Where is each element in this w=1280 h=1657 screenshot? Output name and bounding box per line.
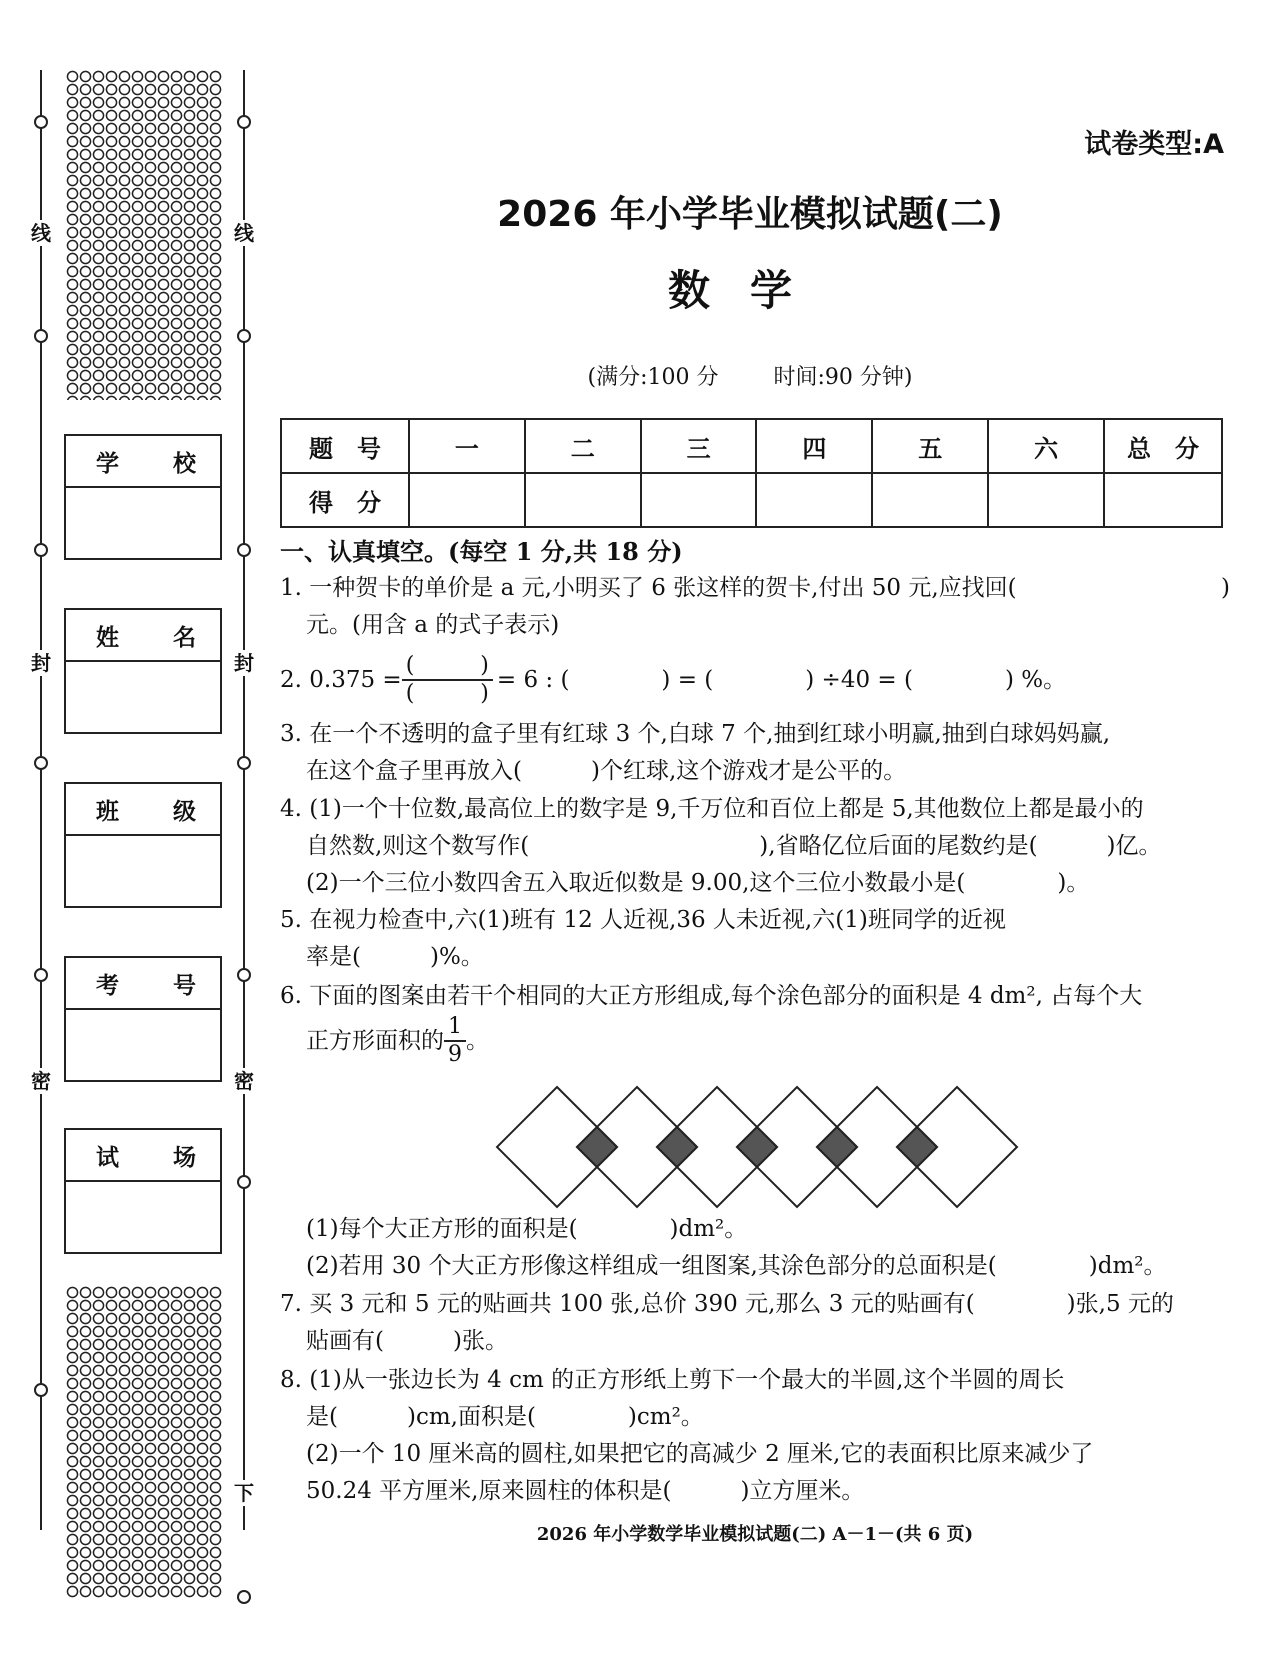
dot-pattern-top (66, 70, 222, 400)
dot-pattern-bottom (66, 1286, 222, 1598)
exam-meta (280, 360, 1220, 391)
score-header-cell: 四 (756, 419, 872, 473)
binding-hole (34, 968, 48, 982)
question-text: (2)一个 10 厘米高的圆柱,如果把它的高减少 2 厘米,它的表面积比原来减少了 (306, 1441, 1094, 1467)
question-4 (280, 791, 1230, 902)
question-text: 1. 一种贺卡的单价是 a 元,小明买了 6 张这样的贺卡,付出 50 元,应找回( (280, 575, 1017, 601)
question-text: 6. 下面的图案由若干个相同的大正方形组成,每个涂色部分的面积是 4 dm², 占每个大 (280, 983, 1143, 1009)
score-header-cell: 五 (872, 419, 988, 473)
fraction-numerator: 1 (444, 1014, 466, 1042)
question-text: = 6 : ( ) = ( ) ÷40 = ( ) %。 (496, 666, 1067, 693)
score-cell[interactable] (641, 473, 757, 527)
shaded-square (897, 1127, 937, 1167)
binding-line-left (40, 70, 42, 1530)
binding-char: 线 (231, 220, 257, 246)
question-text: 8. (1)从一张边长为 4 cm 的正方形纸上剪下一个最大的半圆,这个半圆的周长 (280, 1367, 1065, 1393)
score-table-score-row (281, 473, 1222, 527)
score-header-cell: 二 (525, 419, 641, 473)
question-text: 。 (466, 1027, 489, 1054)
question-7 (280, 1286, 1230, 1360)
question-text: 自然数,则这个数写作( ),省略亿位后面的尾数约是( )亿。 (306, 833, 1162, 859)
exam-time: 时间:90 分钟) (773, 365, 913, 390)
binding-char: 密 (28, 1068, 54, 1094)
question-text: 7. 买 3 元和 5 元的贴画共 100 张,总价 390 元,那么 3 元的贴画有( )张,5 元的 (280, 1291, 1174, 1317)
paper-type: 试卷类型:A (1084, 129, 1224, 160)
name-field[interactable] (64, 608, 222, 734)
question-5 (280, 902, 1230, 976)
field-label: 试 (96, 1143, 119, 1171)
question-text: 2. 0.375 = (280, 666, 402, 693)
subject-title: 数学 (667, 266, 832, 315)
binding-char: 封 (28, 650, 54, 676)
score-cell[interactable] (988, 473, 1104, 527)
binding-hole (237, 968, 251, 982)
binding-hole (34, 543, 48, 557)
shaded-square (817, 1127, 857, 1167)
question-text: 5. 在视力检查中,六(1)班有 12 人近视,36 人未近视,六(1)班同学的近视 (280, 907, 1006, 933)
exam-room-field[interactable] (64, 1128, 222, 1254)
fraction-numerator[interactable]: ( ) (402, 653, 493, 681)
score-cell[interactable] (409, 473, 525, 527)
page-footer: 2026 年小学数学毕业模拟试题(二) A－1－(共 6 页) (536, 1524, 974, 1545)
exam-number-field[interactable] (64, 956, 222, 1082)
shaded-square (577, 1127, 617, 1167)
score-header-cell: 三 (641, 419, 757, 473)
field-label: 姓 (96, 623, 119, 651)
score-row-label: 得 分 (281, 473, 409, 527)
fraction (444, 1014, 466, 1068)
school-field[interactable] (64, 434, 222, 560)
question-text: 是( )cm,面积是( )cm²。 (306, 1404, 704, 1430)
question-text: 正方形面积的 (306, 1027, 444, 1054)
question-text: 3. 在一个不透明的盒子里有红球 3 个,白球 7 个,抽到红球小明赢,抽到白球妈妈赢, (280, 721, 1111, 747)
field-label: 考 (96, 971, 119, 999)
question-text: 贴画有( )张。 (306, 1328, 508, 1354)
score-table-header-row (281, 419, 1222, 473)
question-text: ) (1221, 575, 1230, 601)
binding-char: 线 (28, 220, 54, 246)
section-heading: 一、认真填空。(每空 1 分,共 18 分) (280, 537, 683, 566)
score-cell[interactable] (756, 473, 872, 527)
binding-hole (237, 115, 251, 129)
field-label: 号 (173, 971, 196, 999)
binding-hole (34, 1383, 48, 1397)
score-cell[interactable] (1104, 473, 1222, 527)
question-text: (2)若用 30 个大正方形像这样组成一组图案,其涂色部分的总面积是( )dm²。 (306, 1253, 1167, 1279)
question-text: 在这个盒子里再放入( )个红球,这个游戏才是公平的。 (306, 758, 907, 784)
score-cell[interactable] (872, 473, 988, 527)
binding-hole (237, 329, 251, 343)
full-score: (满分:100 分 (587, 365, 719, 390)
field-label: 班 (96, 797, 119, 825)
question-text: 4. (1)一个十位数,最高位上的数字是 9,千万位和百位上都是 5,其他数位上都是最小的 (280, 796, 1144, 822)
question-8 (280, 1362, 1230, 1510)
field-label: 级 (173, 797, 196, 825)
question-3 (280, 716, 1230, 790)
binding-line-right (243, 70, 245, 1530)
score-table (280, 418, 1223, 528)
question-text: (2)一个三位小数四舍五入取近似数是 9.00,这个三位小数最小是( )。 (306, 870, 1090, 896)
question-6 (280, 978, 1230, 1067)
page-title: 2026 年小学毕业模拟试题(二) (497, 194, 1003, 235)
fraction (402, 653, 493, 707)
fraction-denominator[interactable]: ( ) (405, 681, 489, 706)
question-text: (1)每个大正方形的面积是( )dm²。 (306, 1216, 748, 1242)
binding-hole (237, 543, 251, 557)
binding-char: 封 (231, 650, 257, 676)
square-pattern-figure (495, 1085, 1030, 1210)
binding-hole (34, 756, 48, 770)
question-6-parts (280, 1211, 1230, 1285)
question-text: 50.24 平方厘米,原来圆柱的体积是( )立方厘米。 (306, 1478, 865, 1504)
score-header-cell: 题 号 (281, 419, 409, 473)
binding-hole (237, 1175, 251, 1189)
binding-hole (34, 329, 48, 343)
class-field[interactable] (64, 782, 222, 908)
fraction-denominator: 9 (448, 1042, 462, 1067)
field-label: 名 (173, 623, 196, 651)
shaded-square (737, 1127, 777, 1167)
binding-char: 下 (231, 1480, 257, 1506)
question-1 (280, 570, 1230, 644)
question-2 (280, 652, 1230, 708)
field-label: 学 (96, 449, 119, 477)
field-label: 校 (173, 449, 196, 477)
field-label: 场 (173, 1143, 196, 1171)
question-text: 率是( )%。 (306, 944, 484, 970)
shaded-square (657, 1127, 697, 1167)
score-header-cell: 一 (409, 419, 525, 473)
score-header-cell: 六 (988, 419, 1104, 473)
binding-char: 密 (231, 1068, 257, 1094)
score-header-cell: 总 分 (1104, 419, 1222, 473)
binding-hole (34, 115, 48, 129)
binding-hole (237, 1590, 251, 1604)
question-text: 元。(用含 a 的式子表示) (306, 612, 560, 638)
binding-hole (237, 756, 251, 770)
score-cell[interactable] (525, 473, 641, 527)
